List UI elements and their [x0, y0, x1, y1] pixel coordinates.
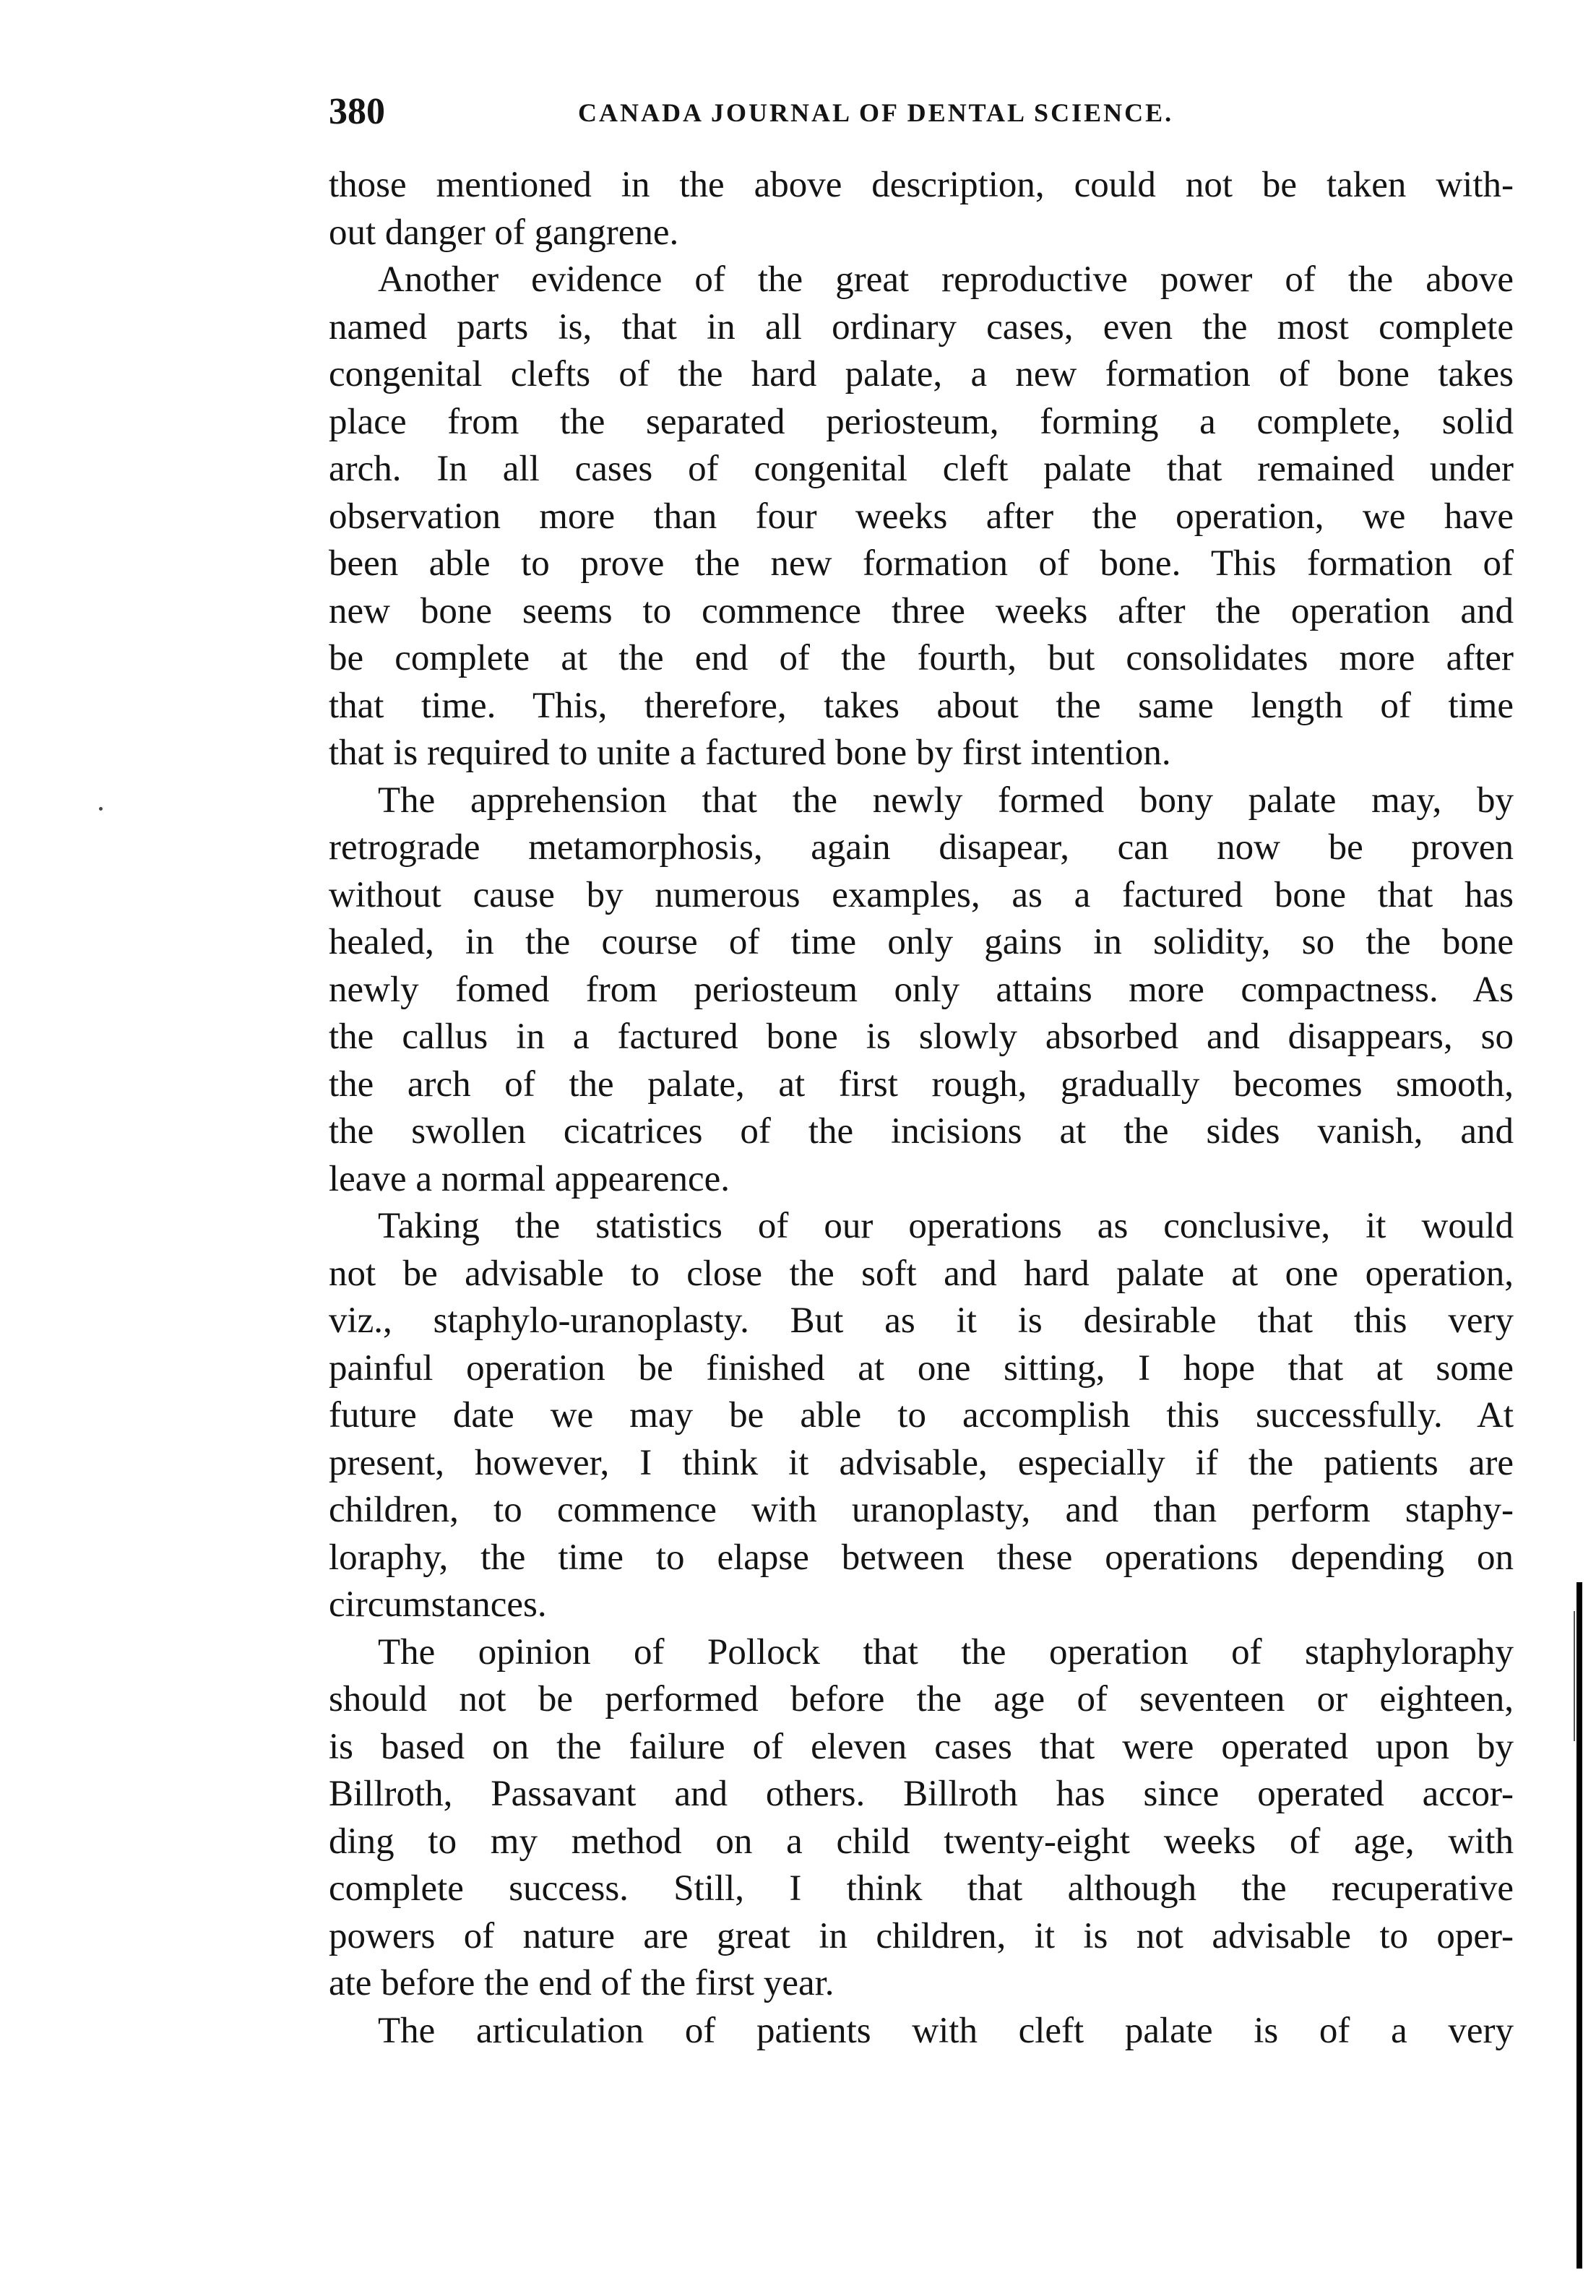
text-line: newly fomed from periosteum only attains more compactness. As	[329, 969, 1514, 1010]
text-line: The articulation of patients with cleft palate is of a very	[378, 2010, 1514, 2051]
text-line: that is required to unite a factured bone by first intention.	[329, 733, 1171, 773]
text-line: retrograde metamorphosis, again disapear, can now be proven	[329, 827, 1514, 868]
text-line: the arch of the palate, at first rough, gradually becomes smooth,	[329, 1063, 1514, 1105]
text-line: loraphy, the time to elapse between these operations depending on	[329, 1537, 1514, 1578]
page-header	[329, 87, 1514, 137]
text-line: place from the separated periosteum, forming a complete, solid	[329, 401, 1514, 442]
scan-edge-mark-thin	[1574, 1611, 1575, 1741]
text-line: present, however, I think it advisable, especially if the patients are	[329, 1442, 1514, 1483]
text-line: been able to prove the new formation of bone. This formation of	[329, 543, 1514, 584]
text-line: should not be performed before the age of seventeen or eighteen,	[329, 1679, 1514, 1719]
text-line: Billroth, Passavant and others. Billroth has since operated accor-	[329, 1774, 1514, 1814]
text-line: named parts is, that in all ordinary cases, even the most complete	[329, 306, 1514, 348]
text-line: powers of nature are great in children, it is not advisable to oper-	[329, 1915, 1514, 1956]
text-line: the callus in a factured bone is slowly absorbed and disappears, so	[329, 1017, 1514, 1057]
page-number: 380	[329, 91, 385, 132]
text-line: The apprehension that the newly formed bony palate may, by	[378, 780, 1514, 821]
text-line: that time. This, therefore, takes about the same length of time	[329, 685, 1514, 726]
text-line: Taking the statistics of our operations as conclusive, it would	[378, 1206, 1514, 1246]
text-line: the swollen cicatrices of the incisions at the sides vanish, and	[329, 1111, 1514, 1152]
text-line: complete success. Still, I think that although the recuperative	[329, 1868, 1514, 1909]
text-line: ate before the end of the first year.	[329, 1963, 834, 2003]
scan-edge-mark	[1576, 1582, 1582, 2269]
body-text	[329, 162, 1514, 2055]
running-title: CANADA JOURNAL OF DENTAL SCIENCE.	[578, 98, 1174, 127]
text-line: be complete at the end of the fourth, but consolidates more after	[329, 638, 1514, 678]
text-line: is based on the failure of eleven cases that were operated upon by	[329, 1726, 1514, 1767]
text-line: without cause by numerous examples, as a factured bone that has	[329, 874, 1514, 915]
text-line: new bone seems to commence three weeks after the operation and	[329, 590, 1514, 631]
text-line: painful operation be finished at one sitting, I hope that at some	[329, 1347, 1514, 1389]
text-line: not be advisable to close the soft and hard palate at one operation,	[329, 1253, 1514, 1294]
text-line: circumstances.	[329, 1584, 547, 1625]
text-line: those mentioned in the above description, could not be taken with-	[329, 165, 1514, 205]
text-line: leave a normal appearence.	[329, 1158, 730, 1199]
text-line: ding to my method on a child twenty-eight weeks of age, with	[329, 1821, 1514, 1862]
text-line: future date we may be able to accomplish this successfully. At	[329, 1395, 1514, 1436]
text-line: arch. In all cases of congenital cleft palate that remained under	[329, 449, 1514, 489]
text-line: The opinion of Pollock that the operation of staphyloraphy	[378, 1631, 1514, 1673]
scan-speck	[99, 807, 103, 811]
text-line: viz., staphylo-uranoplasty. But as it is desirable that this very	[329, 1300, 1514, 1341]
text-line: out danger of gangrene.	[329, 212, 679, 253]
text-line: healed, in the course of time only gains in solidity, so the bone	[329, 922, 1514, 962]
text-line: observation more than four weeks after the operation, we have	[329, 496, 1514, 537]
text-line: children, to commence with uranoplasty, and than perform staphy-	[329, 1490, 1514, 1530]
text-line: congenital clefts of the hard palate, a new formation of bone takes	[329, 354, 1514, 394]
text-line: Another evidence of the great reproductive power of the above	[378, 259, 1514, 300]
